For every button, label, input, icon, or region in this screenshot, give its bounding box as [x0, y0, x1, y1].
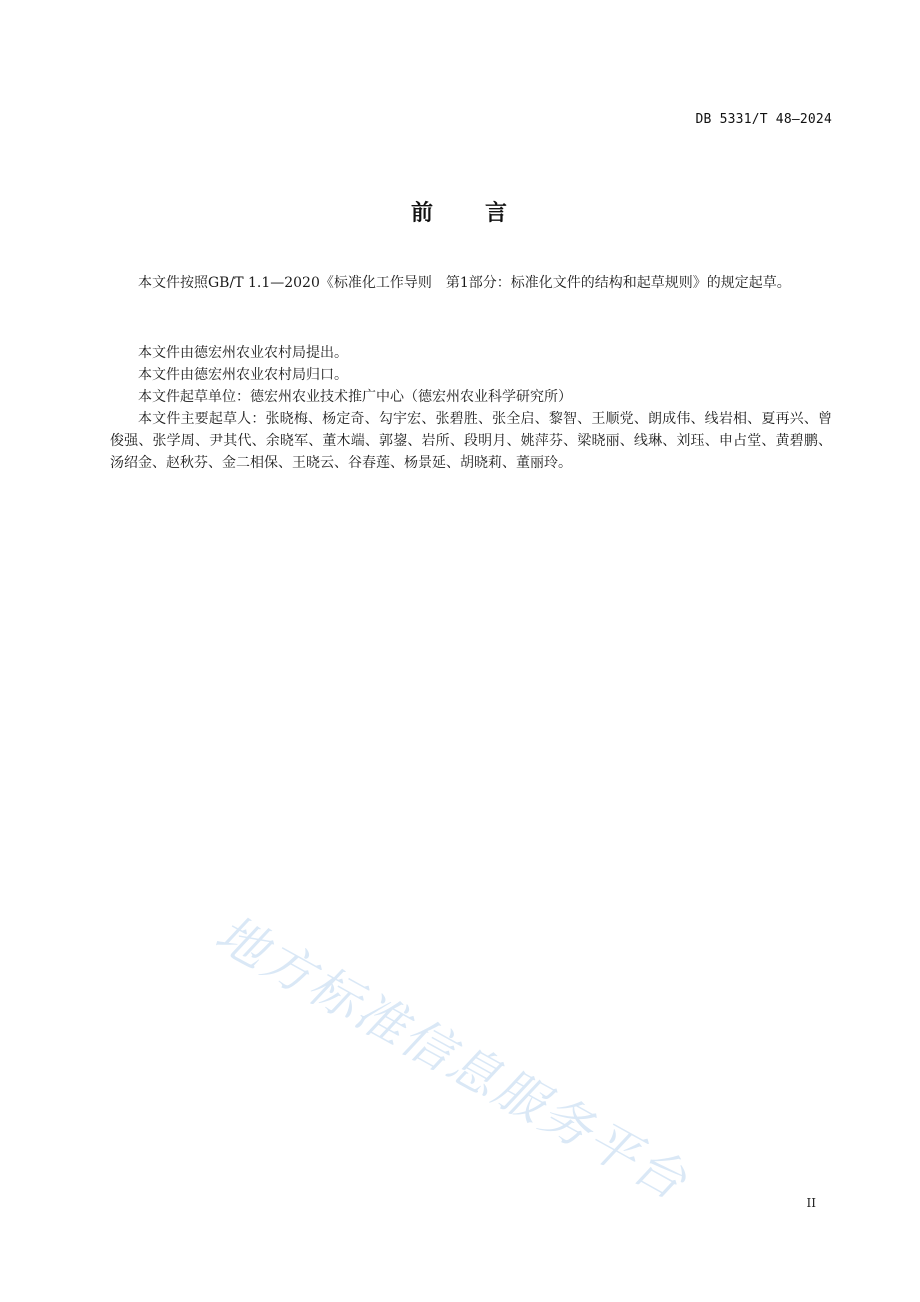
heading-char-1: 前: [410, 201, 435, 226]
paragraph-drafting-unit: 本文件起草单位：德宏州农业技术推广中心（德宏州农业科学研究所）: [138, 389, 572, 405]
paragraph-drafting-rule: 本文件按照GB/T 1.1—2020《标准化工作导则 第1部分：标准化文件的结构和起草规则》的规定起草。: [138, 275, 791, 291]
section-heading-foreword: [0, 196, 920, 227]
page-number: II: [806, 1196, 816, 1210]
watermark: 地方标准信息服务平台: [206, 904, 698, 1212]
foreword-intro-block: [110, 272, 832, 294]
paragraph-administrator: 本文件由德宏州农业农村局归口。: [138, 367, 348, 383]
heading-char-2: 言: [485, 201, 510, 226]
paragraph-drafters: 本文件主要起草人：张晓梅、杨定奇、勾宇宏、张碧胜、张全启、黎智、王顺党、朗成伟、线岩相、夏再兴、曾俊强、张学周、尹其代、余晓军、董木端、郭鋆、岩所、段明月、姚萍芬、梁晓丽、线琳、刘珏、申占堂、黄碧鹏、汤绍金、赵秋芬、金二相保、王晓云、谷春莲、杨景延、胡晓莉、董丽玲。: [110, 411, 832, 471]
document-code: DB 5331/T 48—2024: [695, 112, 832, 127]
paragraph-proposer: 本文件由德宏州农业农村局提出。: [138, 345, 348, 361]
foreword-details-block: [110, 342, 832, 474]
